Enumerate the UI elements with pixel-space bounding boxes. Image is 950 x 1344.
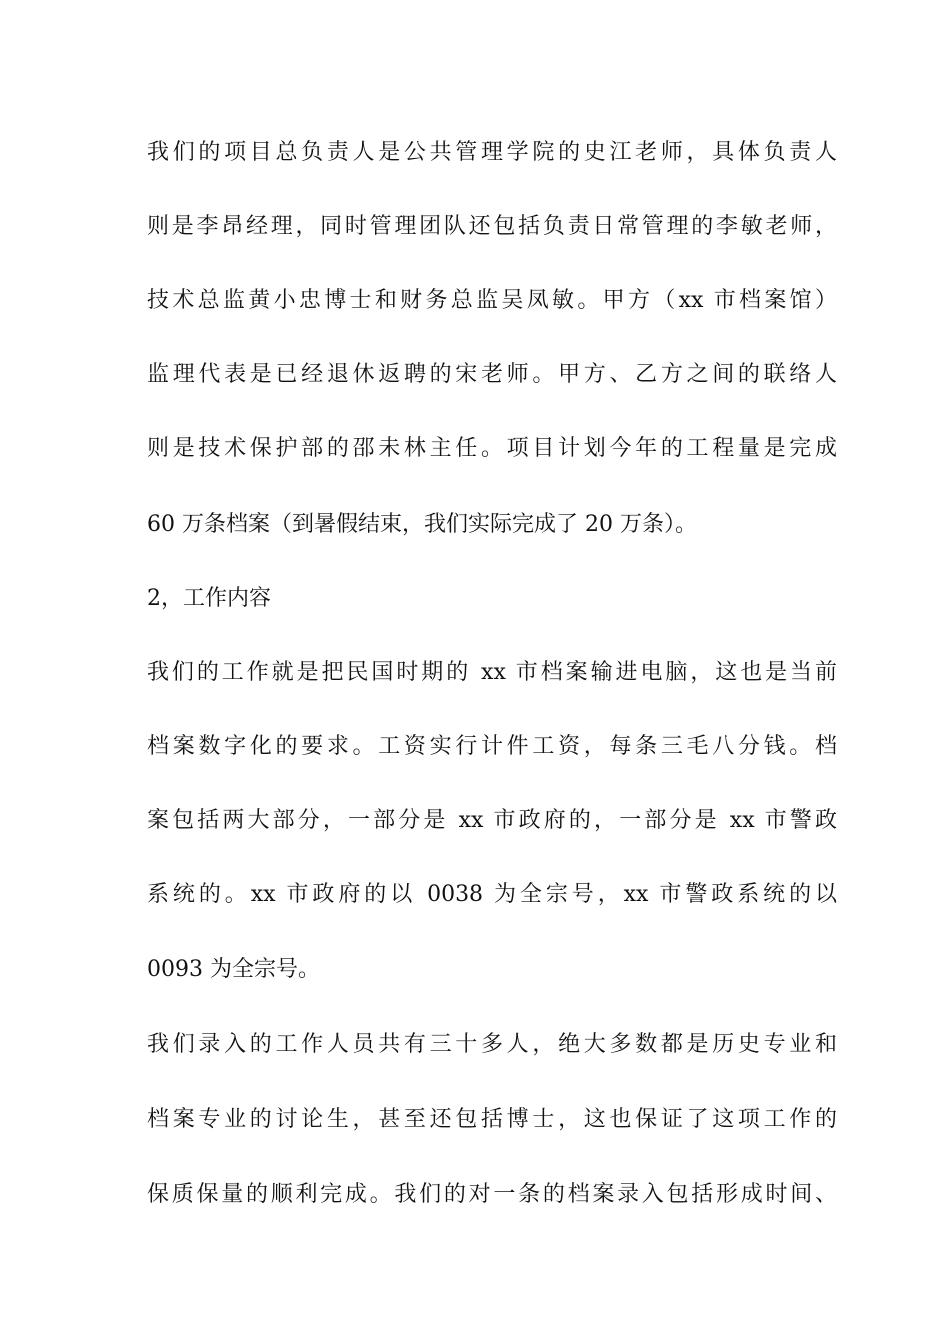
text-line: 60 万条档案（到暑假结束，我们实际完成了 20 万条）。: [147, 512, 697, 537]
text-line: 则是李昂经理，同时管理团队还包括负责日常管理的李敏老师，: [147, 214, 837, 239]
text-line: 0093 为全宗号。: [147, 957, 320, 982]
text-line: 我们录入的工作人员共有三十多人，绝大多数都是历史专业和: [147, 1032, 837, 1057]
section-heading: 2，工作内容: [147, 586, 271, 611]
text-line: 监理代表是已经退休返聘的宋老师。甲方、乙方之间的联络人: [147, 362, 837, 387]
text-line: 则是技术保护部的邵未林主任。项目计划今年的工程量是完成: [147, 436, 837, 461]
text-line: 技术总监黄小忠博士和财务总监吴凤敏。甲方（xx 市档案馆）: [147, 288, 837, 313]
text-line: 我们的工作就是把民国时期的 xx 市档案输进电脑，这也是当前: [147, 660, 837, 685]
text-line: 我们的项目总负责人是公共管理学院的史江老师，具体负责人: [147, 140, 837, 165]
text-line: 档案数字化的要求。工资实行计件工资，每条三毛八分钱。档: [147, 734, 837, 759]
text-line: 档案专业的讨论生，甚至还包括博士，这也保证了这项工作的: [147, 1107, 837, 1132]
text-line: 系统的。xx 市政府的以 0038 为全宗号，xx 市警政系统的以: [147, 882, 837, 907]
text-line: 保质保量的顺利完成。我们的对一条的档案录入包括形成时间、: [147, 1182, 837, 1207]
text-line: 案包括两大部分，一部分是 xx 市政府的，一部分是 xx 市警政: [147, 808, 837, 833]
